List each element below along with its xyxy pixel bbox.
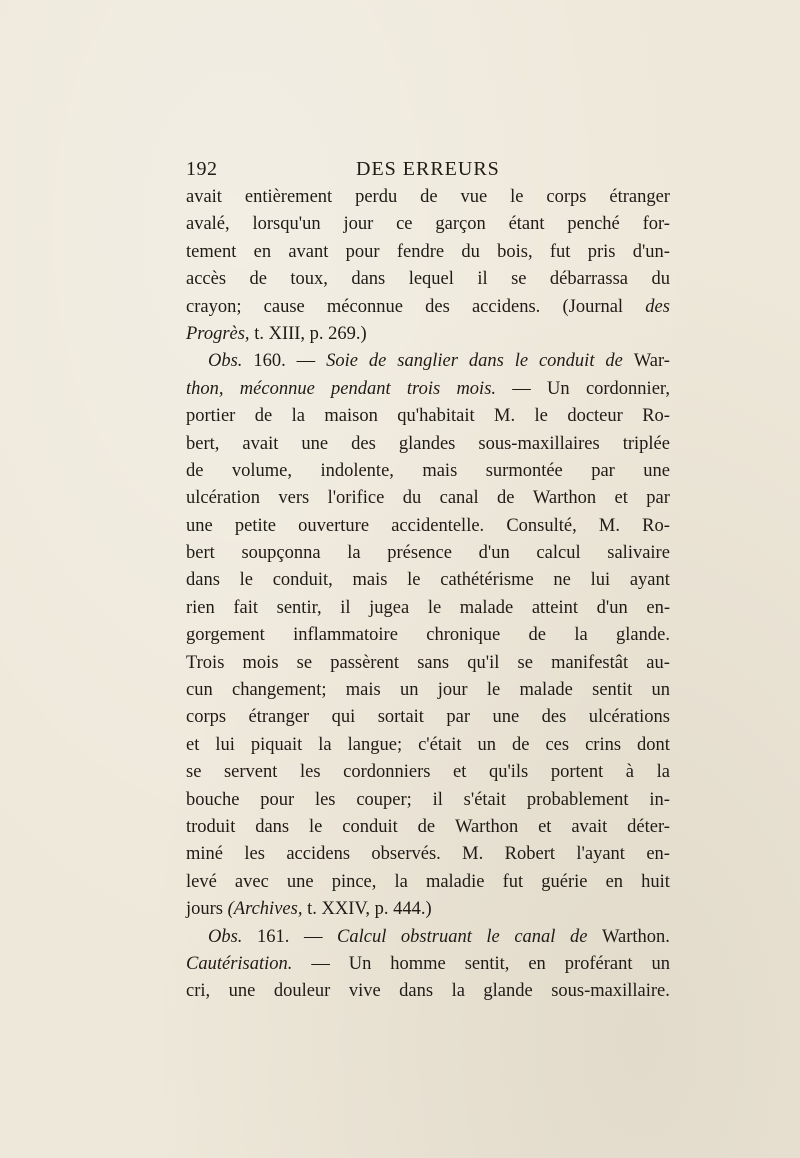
page-header [186,150,670,184]
text-line: rien fait sentir, il jugea le malade atteint d'un en- [186,597,670,618]
text-line: une petite ouverture accidentelle. Consulté, M. Ro- [186,515,670,536]
text-line: crayon; cause méconnue des accidens. (Journal des [186,296,670,317]
text-line: avait entièrement perdu de vue le corps étranger [186,187,670,207]
text-line: cun changement; mais un jour le malade sentit un [186,680,670,701]
text-line: thon, méconnue pendant trois mois. — Un cordonnier, [186,378,670,399]
text-line: Obs. 160. — Soie de sanglier dans le conduit de War- [208,351,670,372]
text-line: jours (Archives, t. XXIV, p. 444.) [186,899,432,920]
text-line: dans le conduit, mais le cathétérisme ne lui ayant [186,570,670,591]
text-line: bouche pour les couper; il s'était probablement in- [186,789,670,810]
text-line: cri, une douleur vive dans la glande sous-maxillaire. [186,981,670,1002]
text-line: accès de toux, dans lequel il se débarrassa du [186,269,670,290]
body-text [186,184,670,1006]
text-line: de volume, indolente, mais surmontée par une [186,460,670,481]
text-line: tement en avant pour fendre du bois, fut pris d'un- [186,241,670,262]
text-line: bert soupçonna la présence d'un calcul salivaire [186,543,670,564]
text-line: Obs. 161. — Calcul obstruant le canal de Warthon. [208,926,670,947]
text-line: portier de la maison qu'habitait M. le docteur Ro- [186,406,670,427]
text-line: avalé, lorsqu'un jour ce garçon étant penché for- [186,214,670,235]
text-line: Trois mois se passèrent sans qu'il se manifestât au- [186,652,670,673]
text-line: et lui piquait la langue; c'était un de ces crins dont [186,734,670,755]
text-line: miné les accidens observés. M. Robert l'ayant en- [186,844,670,865]
text-line: Cautérisation. — Un homme sentit, en proférant un [186,953,670,974]
text-line: gorgement inflammatoire chronique de la glande. [186,625,670,646]
text-line: Progrès, t. XIII, p. 269.) [186,323,367,344]
text-line: levé avec une pince, la maladie fut guérie en huit [186,871,670,892]
running-head: DES ERREURS [356,158,500,180]
text-line: bert, avait une des glandes sous-maxillaires triplée [186,433,670,454]
text-line: troduit dans le conduit de Warthon et avait déter- [186,816,670,837]
text-line: ulcération vers l'orifice du canal de Warthon et par [186,488,670,509]
text-line: corps étranger qui sortait par une des ulcérations [186,707,670,728]
page-number: 192 [186,158,218,180]
text-line: se servent les cordonniers et qu'ils portent à la [186,762,670,783]
